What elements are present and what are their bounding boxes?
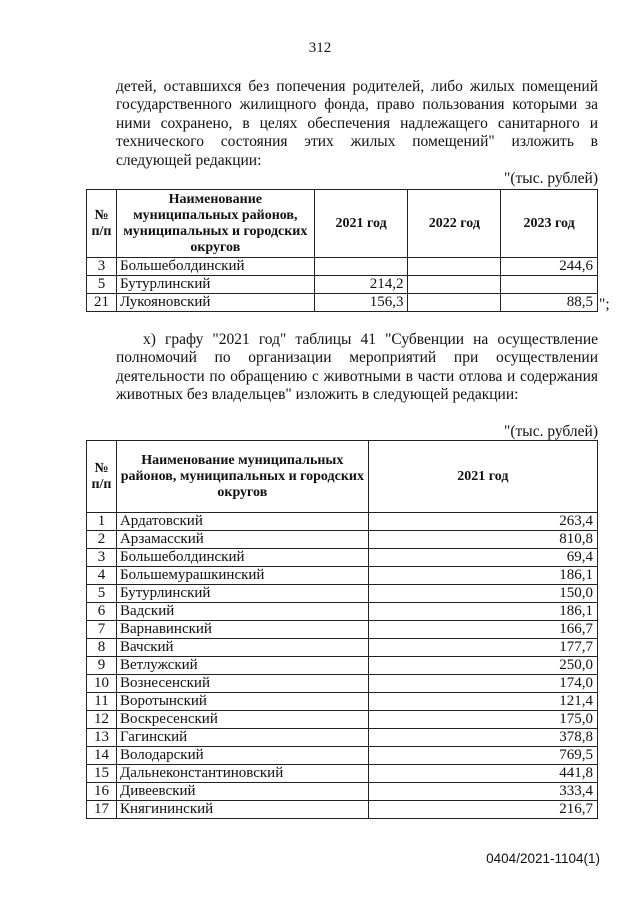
row-number: 13: [87, 729, 117, 747]
district-name: Лукояновский: [116, 294, 314, 312]
district-name: Воскресенский: [116, 711, 368, 729]
row-number: 8: [87, 639, 117, 657]
value-2022: [408, 294, 501, 312]
value-2021: 250,0: [368, 657, 597, 675]
header-name: Наименование муниципальных районов, муниципальных и городских округов: [116, 190, 314, 258]
table-row: [87, 801, 598, 819]
district-name: Дальнеконстантиновский: [116, 765, 368, 783]
header-num: № п/п: [87, 441, 117, 513]
table-row: [87, 513, 598, 531]
district-name: Княгининский: [116, 801, 368, 819]
subsidy-table-1: [86, 189, 598, 312]
value-2021: 177,7: [368, 639, 597, 657]
value-2021: 263,4: [368, 513, 597, 531]
district-name: Воротынский: [116, 693, 368, 711]
row-number: 6: [87, 603, 117, 621]
header-2022: 2022 год: [408, 190, 501, 258]
header-2021: 2021 год: [368, 441, 597, 513]
table1-body: [87, 258, 598, 312]
row-number: 3: [87, 258, 117, 276]
row-number: 5: [87, 585, 117, 603]
value-2023: [501, 276, 598, 294]
value-2021: 810,8: [368, 531, 597, 549]
unit-label-1: "(тыс. рублей): [504, 170, 598, 187]
closing-quote: ";: [599, 296, 610, 313]
value-2021: 150,0: [368, 585, 597, 603]
district-name: Большеболдинский: [116, 549, 368, 567]
district-name: Ветлужский: [116, 657, 368, 675]
table-row: [87, 276, 598, 294]
row-number: 14: [87, 747, 117, 765]
value-2021: 166,7: [368, 621, 597, 639]
value-2022: [408, 276, 501, 294]
document-code: 0404/2021-1104(1): [486, 851, 600, 866]
row-number: 21: [87, 294, 117, 312]
table-row: [87, 729, 598, 747]
table-row: [87, 585, 598, 603]
table-row: [87, 783, 598, 801]
paragraph-item-x: х) графу "2021 год" таблицы 41 "Субвенции на осуществление полномочий по организации мероприятий при осуществлении деятельности по обращению с животными в части отлова и содержания животных без владельцев" изложить в следующей редакции:: [116, 331, 598, 404]
district-name: Большемурашкинский: [116, 567, 368, 585]
row-number: 9: [87, 657, 117, 675]
district-name: Вачский: [116, 639, 368, 657]
row-number: 7: [87, 621, 117, 639]
value-2021: 216,7: [368, 801, 597, 819]
header-2021: 2021 год: [314, 190, 408, 258]
district-name: Володарский: [116, 747, 368, 765]
table-row: [87, 693, 598, 711]
row-number: 3: [87, 549, 117, 567]
table-row: [87, 621, 598, 639]
value-2021: 441,8: [368, 765, 597, 783]
value-2021: 174,0: [368, 675, 597, 693]
row-number: 10: [87, 675, 117, 693]
value-2023: 244,6: [501, 258, 598, 276]
table-row: [87, 657, 598, 675]
value-2021: 121,4: [368, 693, 597, 711]
district-name: Дивеевский: [116, 783, 368, 801]
unit-label-2: "(тыс. рублей): [504, 423, 598, 440]
value-2021: 186,1: [368, 603, 597, 621]
value-2022: [408, 258, 501, 276]
table-row: [87, 747, 598, 765]
row-number: 15: [87, 765, 117, 783]
row-number: 12: [87, 711, 117, 729]
table-row: [87, 639, 598, 657]
row-number: 16: [87, 783, 117, 801]
row-number: 5: [87, 276, 117, 294]
table-row: [87, 603, 598, 621]
table-row: [87, 567, 598, 585]
table-row: [87, 258, 598, 276]
district-name: Арзамасский: [116, 531, 368, 549]
value-2021: 69,4: [368, 549, 597, 567]
row-number: 2: [87, 531, 117, 549]
value-2021: 214,2: [314, 276, 408, 294]
district-name: Бутурлинский: [116, 585, 368, 603]
table-row: [87, 675, 598, 693]
value-2021: 186,1: [368, 567, 597, 585]
district-name: Большеболдинский: [116, 258, 314, 276]
district-name: Варнавинский: [116, 621, 368, 639]
page-number: 312: [308, 40, 332, 56]
subvention-table-41: [86, 440, 598, 819]
value-2023: 88,5: [501, 294, 598, 312]
table-row: [87, 765, 598, 783]
value-2021: [314, 258, 408, 276]
value-2021: 333,4: [368, 783, 597, 801]
value-2021: 156,3: [314, 294, 408, 312]
table-row: [87, 531, 598, 549]
value-2021: 769,5: [368, 747, 597, 765]
district-name: Ардатовский: [116, 513, 368, 531]
row-number: 11: [87, 693, 117, 711]
district-name: Вознесенский: [116, 675, 368, 693]
district-name: Бутурлинский: [116, 276, 314, 294]
table2-body: [87, 513, 598, 819]
row-number: 17: [87, 801, 117, 819]
table-row: [87, 549, 598, 567]
header-name: Наименование муниципальных районов, муниципальных и городских округов: [116, 441, 368, 513]
district-name: Вадский: [116, 603, 368, 621]
table-row: [87, 294, 598, 312]
row-number: 1: [87, 513, 117, 531]
value-2021: 175,0: [368, 711, 597, 729]
header-2023: 2023 год: [501, 190, 598, 258]
paragraph-intro: детей, оставшихся без попечения родителей, либо жилых помещений государственного жилищного фонда, право пользования которыми за ними сохранено, в целях обеспечения надлежащего санитарного и технического состояния этих жилых помещений" изложить в следующей редакции:: [116, 78, 598, 169]
header-num: № п/п: [87, 190, 117, 258]
table-row: [87, 711, 598, 729]
row-number: 4: [87, 567, 117, 585]
district-name: Гагинский: [116, 729, 368, 747]
value-2021: 378,8: [368, 729, 597, 747]
